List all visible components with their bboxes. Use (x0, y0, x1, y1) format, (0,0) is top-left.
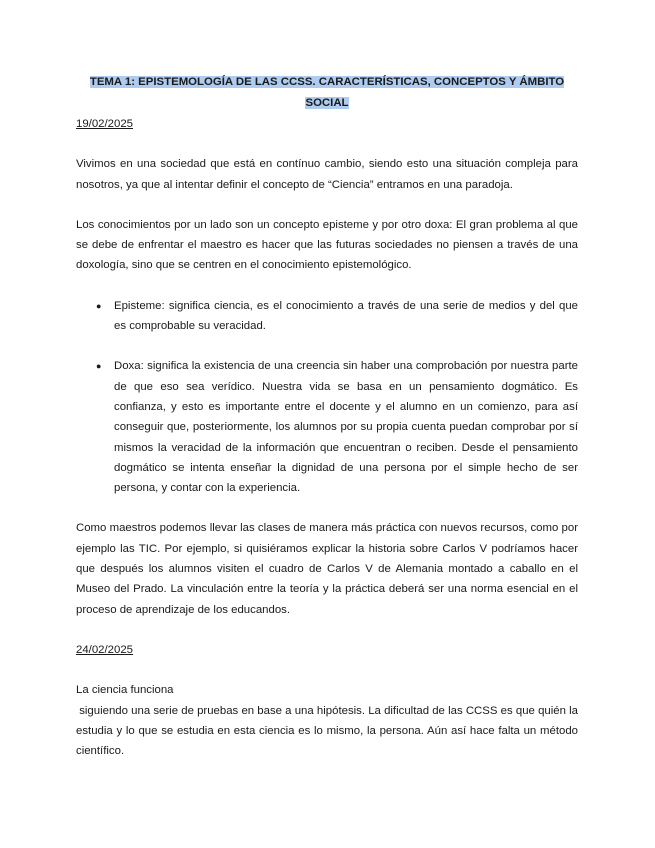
title-line-2: SOCIAL (305, 96, 349, 109)
title-line-1: TEMA 1: EPISTEMOLOGÍA DE LAS CCSS. CARACTERÍSTICAS, CONCEPTOS Y ÁMBITO (89, 76, 565, 88)
list-item-text: Episteme: significa ciencia, es el conocimiento a través de una serie de medios y del que es comprobable su veracidad. (114, 299, 578, 333)
paragraph: Como maestros podemos llevar las clases de manera más práctica con nuevos recursos, como por ejemplo las TIC. Por ejemplo, si quisiéramos explicar la historia sobre Carlos V podríamos hacer que después los alumnos visiten el cuadro de Carlos V de Alemania montado a caballo en el Museo del Prado. La vinculación entre la teoría y la práctica deberá ser una norma esencial en el proceso de aprendizaje de los educandos. (76, 522, 578, 616)
paragraph: Los conocimientos por un lado son un concepto episteme y por otro doxa: El gran problema al que se debe de enfrentar el maestro es hacer que las futuras sociedades no piensen a través de una doxología, sino que se centren en el conocimiento epistemológico. (76, 218, 578, 272)
list-item-text: Doxa: significa la existencia de una creencia sin haber una comprobación por nuestra parte de que eso sea verídico. Nuestra vida se basa en un pensamiento dogmático. Es confianza, y esto es importante entre el docente y el alumno en un comienzo, para así conseguir que, posteriormente, los alumnos por su propia cuenta puedan comprobar por sí mismos la veracidad de la información que encuentran o reciben. Desde el pensamiento dogmático se intenta enseñar la dignidad de una persona por el simple hecho de ser persona, y contar con la experiencia. (114, 360, 578, 495)
bullet-icon: ● (96, 300, 102, 311)
section-heading: La ciencia funciona (76, 684, 174, 697)
list-item (76, 356, 578, 498)
section-date: 19/02/2025 (76, 118, 134, 130)
section-date: 24/02/2025 (76, 643, 134, 656)
paragraph: Vivimos en una sociedad que está en contínuo cambio, siendo esto una situación compleja para nosotros, ya que al intentar definir el concepto de “Ciencia” entramos en una paradoja. (76, 158, 578, 191)
document-page (76, 72, 582, 761)
document-title (76, 72, 578, 113)
paragraph: siguiendo una serie de pruebas en base a una hipótesis. La dificultad de las CCSS es que quién la estudia y lo que se estudia en esta ciencia es lo mismo, la persona. Aún así hace falta un método científico. (76, 704, 582, 758)
bullet-icon: ● (96, 361, 102, 372)
list-item (76, 296, 578, 337)
bullet-list (76, 296, 578, 499)
